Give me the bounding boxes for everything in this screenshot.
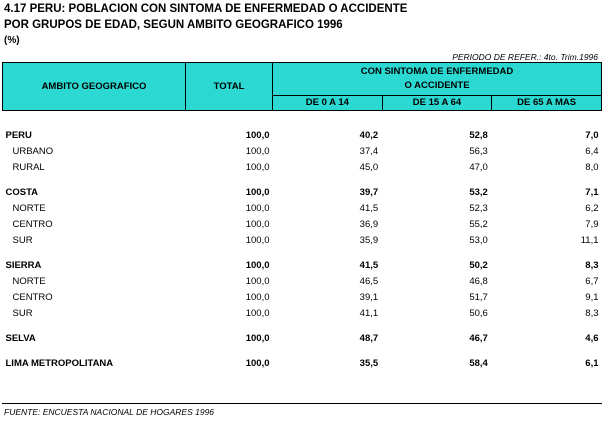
- cell-total: 100,0: [245, 234, 270, 246]
- cell-age-15-64: 46,7: [469, 332, 488, 344]
- cell-age-65-plus: 6,7: [585, 275, 599, 287]
- header-symptom-group: [273, 63, 602, 96]
- spacer-row: [3, 248, 602, 257]
- cell-age-0-14: 41,5: [359, 259, 379, 271]
- row-label: NORTE: [12, 275, 46, 287]
- cell-age-15-64: 46,8: [469, 275, 488, 287]
- table-row: [3, 159, 602, 175]
- cell-total: 100,0: [245, 218, 270, 230]
- table-row: [3, 216, 602, 232]
- cell-age-15-64: 47,0: [469, 161, 488, 173]
- unit-label: (%): [4, 35, 20, 46]
- table-row: [3, 289, 602, 305]
- cell-total: 100,0: [245, 129, 270, 141]
- cell-age-65-plus: 7,0: [585, 129, 599, 141]
- cell-age-0-14: 45,0: [359, 161, 379, 173]
- table-header: [3, 63, 602, 111]
- table-row: [3, 305, 602, 321]
- cell-age-65-plus: 8,3: [585, 259, 599, 271]
- cell-total: 100,0: [245, 275, 270, 287]
- cell-age-15-64: 55,2: [469, 218, 488, 230]
- cell-age-15-64: 53,2: [469, 186, 488, 198]
- row-label: PERU: [5, 129, 32, 141]
- cell-total: 100,0: [245, 291, 270, 303]
- table-row-costa: [3, 184, 602, 200]
- table-row-lima: [3, 355, 602, 371]
- row-label: SUR: [12, 234, 33, 246]
- cell-age-15-64: 50,2: [469, 259, 488, 271]
- cell-age-0-14: 35,9: [359, 234, 379, 246]
- cell-age-15-64: 53,0: [469, 234, 488, 246]
- cell-age-15-64: 50,6: [469, 307, 488, 319]
- header-symptom-line1: CON SINTOMA DE ENFERMEDAD: [360, 65, 514, 77]
- header-age-65-plus: DE 65 A MAS: [492, 95, 602, 110]
- table-row: [3, 200, 602, 216]
- cell-age-0-14: 40,2: [359, 129, 379, 141]
- cell-total: 100,0: [245, 161, 270, 173]
- cell-age-0-14: 46,5: [359, 275, 379, 287]
- cell-age-15-64: 56,3: [469, 145, 488, 157]
- cell-age-65-plus: 6,2: [585, 202, 599, 214]
- header-age-0-14: DE 0 A 14: [273, 95, 383, 110]
- row-label: LIMA METROPOLITANA: [5, 357, 114, 369]
- table-row-selva: [3, 330, 602, 346]
- cell-age-0-14: 37,4: [359, 145, 379, 157]
- cell-age-0-14: 35,5: [359, 357, 379, 369]
- cell-total: 100,0: [245, 307, 270, 319]
- cell-age-65-plus: 7,1: [585, 186, 599, 198]
- cell-age-65-plus: 8,3: [585, 307, 599, 319]
- cell-age-65-plus: 8,0: [585, 161, 599, 173]
- cell-age-0-14: 39,1: [359, 291, 379, 303]
- cell-age-15-64: 52,8: [469, 129, 488, 141]
- row-label: SELVA: [5, 332, 36, 344]
- cell-age-0-14: 48,7: [359, 332, 379, 344]
- cell-age-65-plus: 6,4: [585, 145, 599, 157]
- row-label: NORTE: [12, 202, 46, 214]
- spacer-row: [3, 111, 602, 128]
- table-row: [3, 273, 602, 289]
- cell-age-65-plus: 4,6: [585, 332, 599, 344]
- cell-age-65-plus: 6,1: [585, 357, 599, 369]
- header-symptom-line2: O ACCIDENTE: [404, 79, 470, 91]
- row-label: URBANO: [12, 145, 54, 157]
- cell-age-0-14: 36,9: [359, 218, 379, 230]
- table-row-peru: [3, 127, 602, 143]
- cell-total: 100,0: [245, 357, 270, 369]
- cell-total: 100,0: [245, 202, 270, 214]
- cell-age-65-plus: 9,1: [585, 291, 599, 303]
- row-label: COSTA: [5, 186, 39, 198]
- spacer-row: [3, 175, 602, 184]
- table-row: [3, 143, 602, 159]
- table-body: [3, 111, 602, 372]
- reference-period: PERIODO DE REFER.: 4to. Trim.1996: [452, 52, 598, 62]
- table-row: [3, 232, 602, 248]
- row-label: SUR: [12, 307, 33, 319]
- header-total: TOTAL: [186, 63, 273, 111]
- cell-total: 100,0: [245, 259, 270, 271]
- header-ambito: AMBITO GEOGRAFICO: [3, 63, 186, 111]
- data-table: [2, 62, 602, 371]
- cell-total: 100,0: [245, 145, 270, 157]
- table-row-sierra: [3, 257, 602, 273]
- table-title: 4.17 PERU: POBLACION CON SINTOMA DE ENFERMEDAD O ACCIDENTE: [4, 3, 408, 15]
- row-label: CENTRO: [12, 291, 53, 303]
- cell-age-0-14: 41,5: [359, 202, 379, 214]
- cell-age-15-64: 51,7: [469, 291, 488, 303]
- bottom-divider: [2, 403, 602, 404]
- cell-age-0-14: 41,1: [359, 307, 379, 319]
- header-age-15-64: DE 15 A 64: [382, 95, 492, 110]
- cell-age-15-64: 52,3: [469, 202, 488, 214]
- cell-age-65-plus: 7,9: [585, 218, 599, 230]
- cell-total: 100,0: [245, 332, 270, 344]
- cell-age-65-plus: 11,1: [580, 234, 599, 246]
- cell-age-15-64: 58,4: [469, 357, 488, 369]
- cell-age-0-14: 39,7: [359, 186, 379, 198]
- cell-total: 100,0: [245, 186, 270, 198]
- table-subtitle: POR GRUPOS DE EDAD, SEGUN AMBITO GEOGRAFICO 1996: [4, 19, 343, 31]
- row-label: CENTRO: [12, 218, 53, 230]
- row-label: RURAL: [12, 161, 45, 173]
- spacer-row: [3, 346, 602, 355]
- spacer-row: [3, 321, 602, 330]
- row-label: SIERRA: [5, 259, 42, 271]
- source-note: FUENTE: ENCUESTA NACIONAL DE HOGARES 1996: [4, 407, 215, 417]
